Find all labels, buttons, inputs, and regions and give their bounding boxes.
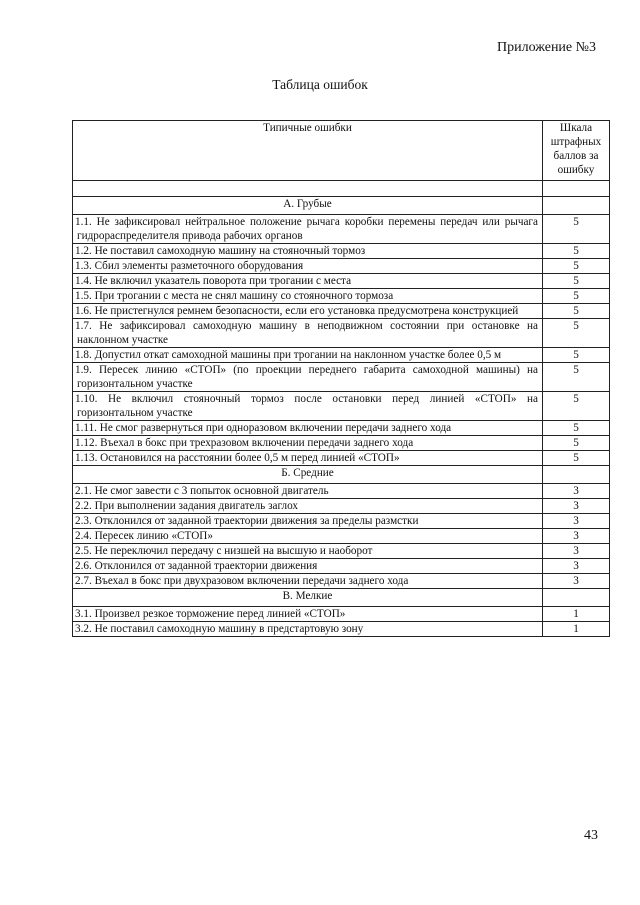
error-row — [73, 451, 610, 466]
error-description: 1.8. Допустил откат самоходной машины при трогании на наклонном участке более 0,5 м — [73, 348, 543, 363]
penalty-score: 3 — [543, 544, 610, 559]
spacer-cell — [543, 181, 610, 197]
penalty-score: 1 — [543, 607, 610, 622]
penalty-score: 3 — [543, 559, 610, 574]
section-row — [73, 466, 610, 484]
penalty-score: 5 — [543, 319, 610, 348]
penalty-score: 1 — [543, 622, 610, 637]
error-row — [73, 289, 610, 304]
error-description: 2.5. Не переключил передачу с низшей на высшую и наоборот — [73, 544, 543, 559]
error-description: 3.2. Не поставил самоходную машину в предстартовую зону — [73, 622, 543, 637]
error-row — [73, 319, 610, 348]
error-row — [73, 574, 610, 589]
penalty-score: 5 — [543, 392, 610, 421]
error-description: 1.11. Не смог развернуться при одноразовом включении передачи заднего хода — [73, 421, 543, 436]
penalty-score: 3 — [543, 484, 610, 499]
penalty-score: 5 — [543, 304, 610, 319]
error-description: 3.1. Произвел резкое торможение перед линией «СТОП» — [73, 607, 543, 622]
section-score-cell — [543, 197, 610, 215]
error-row — [73, 274, 610, 289]
error-row — [73, 436, 610, 451]
page-number: 43 — [584, 828, 598, 843]
error-description: 1.10. Не включил стояночный тормоз после остановки перед линией «СТОП» на горизонтальном участке — [73, 392, 543, 421]
error-description: 1.2. Не поставил самоходную машину на стояночный тормоз — [73, 244, 543, 259]
penalty-score: 5 — [543, 215, 610, 244]
error-row — [73, 607, 610, 622]
error-row — [73, 514, 610, 529]
section-score-cell — [543, 589, 610, 607]
error-row — [73, 529, 610, 544]
penalty-score: 5 — [543, 363, 610, 392]
error-row — [73, 499, 610, 514]
penalty-score: 5 — [543, 274, 610, 289]
table-header-row — [73, 121, 610, 181]
penalty-score: 5 — [543, 244, 610, 259]
error-row — [73, 215, 610, 244]
error-row — [73, 559, 610, 574]
section-row — [73, 589, 610, 607]
error-row — [73, 244, 610, 259]
error-row — [73, 304, 610, 319]
spacer-cell — [73, 181, 543, 197]
header-typical-errors: Типичные ошибки — [73, 121, 543, 181]
penalty-score: 5 — [543, 421, 610, 436]
section-title: А. Грубые — [73, 197, 543, 215]
error-row — [73, 421, 610, 436]
penalty-score: 5 — [543, 289, 610, 304]
penalty-score: 3 — [543, 514, 610, 529]
error-row — [73, 259, 610, 274]
penalty-score: 5 — [543, 436, 610, 451]
penalty-score: 5 — [543, 451, 610, 466]
error-description: 2.7. Въехал в бокс при двухразовом включении передачи заднего хода — [73, 574, 543, 589]
section-title: Б. Средние — [73, 466, 543, 484]
error-row — [73, 622, 610, 637]
penalty-score: 5 — [543, 259, 610, 274]
error-row — [73, 544, 610, 559]
error-description: 1.12. Въехал в бокс при трехразовом включении передачи заднего хода — [73, 436, 543, 451]
error-description: 1.7. Не зафиксировал самоходную машину в неподвижном состоянии при остановке на наклонном участке — [73, 319, 543, 348]
error-description: 2.2. При выполнении задания двигатель заглох — [73, 499, 543, 514]
penalty-score: 3 — [543, 529, 610, 544]
errors-table — [72, 120, 610, 637]
error-row — [73, 392, 610, 421]
appendix-label: Приложение №3 — [497, 40, 596, 55]
error-row — [73, 363, 610, 392]
error-description: 2.1. Не смог завести с 3 попыток основной двигатель — [73, 484, 543, 499]
error-description: 2.3. Отклонился от заданной траектории движения за пределы размстки — [73, 514, 543, 529]
document-title: Таблица ошибок — [272, 77, 368, 92]
header-penalty-scale: Шкала штрафных баллов за ошибку — [543, 121, 610, 181]
penalty-score: 3 — [543, 574, 610, 589]
error-description: 1.6. Не пристегнулся ремнем безопасности, если его установка предусмотрена конструкцией — [73, 304, 543, 319]
error-row — [73, 484, 610, 499]
error-description: 1.4. Не включил указатель поворота при трогании с места — [73, 274, 543, 289]
penalty-score: 5 — [543, 348, 610, 363]
section-row — [73, 197, 610, 215]
section-title: В. Мелкие — [73, 589, 543, 607]
error-description: 2.6. Отклонился от заданной траектории движения — [73, 559, 543, 574]
section-score-cell — [543, 466, 610, 484]
error-row — [73, 348, 610, 363]
error-description: 1.5. При трогании с места не снял машину со стояночного тормоза — [73, 289, 543, 304]
error-description: 1.9. Пересек линию «СТОП» (по проекции переднего габарита самоходной машины) на горизонтальном участке — [73, 363, 543, 392]
error-description: 1.3. Сбил элементы разметочного оборудования — [73, 259, 543, 274]
error-description: 1.13. Остановился на расстоянии более 0,5 м перед линией «СТОП» — [73, 451, 543, 466]
error-description: 1.1. Не зафиксировал нейтральное положение рычага коробки перемены передач или рычага гидрораспределителя привода рабочих органов — [73, 215, 543, 244]
table-spacer-row — [73, 181, 610, 197]
penalty-score: 3 — [543, 499, 610, 514]
error-description: 2.4. Пересек линию «СТОП» — [73, 529, 543, 544]
